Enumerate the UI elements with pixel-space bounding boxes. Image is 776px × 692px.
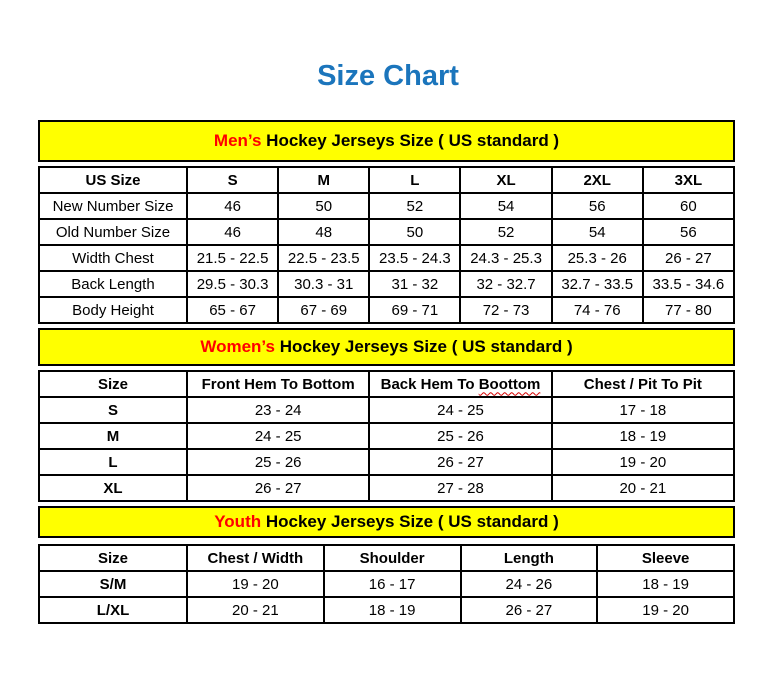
size-value-cell: 67 - 69 [278, 297, 369, 323]
size-value-cell: 31 - 32 [369, 271, 460, 297]
mens-section-header [38, 120, 735, 162]
size-value-cell: 52 [369, 193, 460, 219]
size-value-cell: 30.3 - 31 [278, 271, 369, 297]
youth-header-text: Hockey Jerseys Size ( US standard ) [261, 512, 559, 531]
size-value-cell: 56 [643, 219, 734, 245]
youth-size-table [38, 544, 735, 624]
mens-accent-label: Men’s [213, 131, 262, 150]
size-value-cell: 26 - 27 [643, 245, 734, 271]
size-value-cell: 26 - 27 [461, 597, 598, 623]
size-value-cell: 32.7 - 33.5 [552, 271, 643, 297]
row-label: XL [39, 475, 187, 501]
size-value-cell: 24 - 26 [461, 571, 598, 597]
column-header [369, 371, 551, 397]
header-row [39, 167, 734, 193]
size-value-cell: 69 - 71 [369, 297, 460, 323]
size-value-cell: 19 - 20 [597, 597, 734, 623]
youth-section-header [38, 506, 735, 538]
mens-header-text: Hockey Jerseys Size ( US standard ) [261, 131, 560, 150]
column-header: US Size [39, 167, 187, 193]
size-value-cell: 50 [369, 219, 460, 245]
row-label: S [39, 397, 187, 423]
size-value-cell: 25.3 - 26 [552, 245, 643, 271]
table-row [39, 449, 734, 475]
size-value-cell: 17 - 18 [552, 397, 734, 423]
page-title: Size Chart [317, 60, 459, 92]
womens-size-table [38, 370, 735, 502]
table-row [39, 423, 734, 449]
size-value-cell: 26 - 27 [369, 449, 551, 475]
table-row [39, 245, 734, 271]
size-value-cell: 18 - 19 [324, 597, 461, 623]
size-value-cell: 16 - 17 [324, 571, 461, 597]
size-value-cell: 74 - 76 [552, 297, 643, 323]
column-header: Chest / Pit To Pit [552, 371, 734, 397]
size-value-cell: 33.5 - 34.6 [643, 271, 734, 297]
size-value-cell: 27 - 28 [369, 475, 551, 501]
size-value-cell: 19 - 20 [552, 449, 734, 475]
womens-header-text: Hockey Jerseys Size ( US standard ) [274, 337, 573, 356]
table-row [39, 397, 734, 423]
size-value-cell: 72 - 73 [460, 297, 551, 323]
table-row [39, 193, 734, 219]
table-row [39, 271, 734, 297]
size-value-cell: 46 [187, 219, 278, 245]
size-value-cell: 18 - 19 [597, 571, 734, 597]
size-value-cell: 23.5 - 24.3 [369, 245, 460, 271]
row-label: L [39, 449, 187, 475]
header-row [39, 545, 734, 571]
table-row [39, 297, 734, 323]
size-value-cell: 20 - 21 [187, 597, 324, 623]
table-row [39, 571, 734, 597]
youth-accent-label: Youth [214, 512, 262, 531]
row-label: Back Length [39, 271, 187, 297]
column-header: 2XL [552, 167, 643, 193]
size-value-cell: 48 [278, 219, 369, 245]
size-value-cell: 25 - 26 [187, 449, 369, 475]
size-value-cell: 77 - 80 [643, 297, 734, 323]
size-value-cell: 24.3 - 25.3 [460, 245, 551, 271]
column-header: M [278, 167, 369, 193]
size-value-cell: 25 - 26 [369, 423, 551, 449]
size-value-cell: 50 [278, 193, 369, 219]
misspelled-word: Boottom [478, 375, 541, 393]
row-label: New Number Size [39, 193, 187, 219]
header-row [39, 371, 734, 397]
size-value-cell: 65 - 67 [187, 297, 278, 323]
table-row [39, 597, 734, 623]
row-label: M [39, 423, 187, 449]
size-value-cell: 24 - 25 [187, 423, 369, 449]
womens-section-header [38, 328, 735, 366]
size-value-cell: 23 - 24 [187, 397, 369, 423]
column-header: Sleeve [597, 545, 734, 571]
size-value-cell: 60 [643, 193, 734, 219]
section-womens [38, 328, 735, 502]
size-chart-content [38, 120, 735, 628]
row-label: Body Height [39, 297, 187, 323]
column-header: 3XL [643, 167, 734, 193]
column-header-text: Back Hem To [380, 375, 479, 393]
mens-size-table [38, 166, 735, 324]
column-header: Chest / Width [187, 545, 324, 571]
column-header: Length [461, 545, 598, 571]
size-value-cell: 32 - 32.7 [460, 271, 551, 297]
size-value-cell: 19 - 20 [187, 571, 324, 597]
size-value-cell: 56 [552, 193, 643, 219]
column-header: L [369, 167, 460, 193]
column-header: Size [39, 545, 187, 571]
row-label: Width Chest [39, 245, 187, 271]
size-value-cell: 26 - 27 [187, 475, 369, 501]
size-value-cell: 24 - 25 [369, 397, 551, 423]
size-value-cell: 46 [187, 193, 278, 219]
column-header: S [187, 167, 278, 193]
size-value-cell: 20 - 21 [552, 475, 734, 501]
column-header: Shoulder [324, 545, 461, 571]
row-label: L/XL [39, 597, 187, 623]
womens-accent-label: Women’s [200, 337, 275, 356]
size-value-cell: 54 [460, 193, 551, 219]
section-mens [38, 120, 735, 324]
row-label: S/M [39, 571, 187, 597]
size-value-cell: 29.5 - 30.3 [187, 271, 278, 297]
table-row [39, 475, 734, 501]
size-value-cell: 21.5 - 22.5 [187, 245, 278, 271]
size-value-cell: 18 - 19 [552, 423, 734, 449]
section-youth [38, 506, 735, 624]
column-header: Front Hem To Bottom [187, 371, 369, 397]
size-value-cell: 54 [552, 219, 643, 245]
column-header: XL [460, 167, 551, 193]
column-header: Size [39, 371, 187, 397]
row-label: Old Number Size [39, 219, 187, 245]
size-value-cell: 52 [460, 219, 551, 245]
size-value-cell: 22.5 - 23.5 [278, 245, 369, 271]
table-row [39, 219, 734, 245]
